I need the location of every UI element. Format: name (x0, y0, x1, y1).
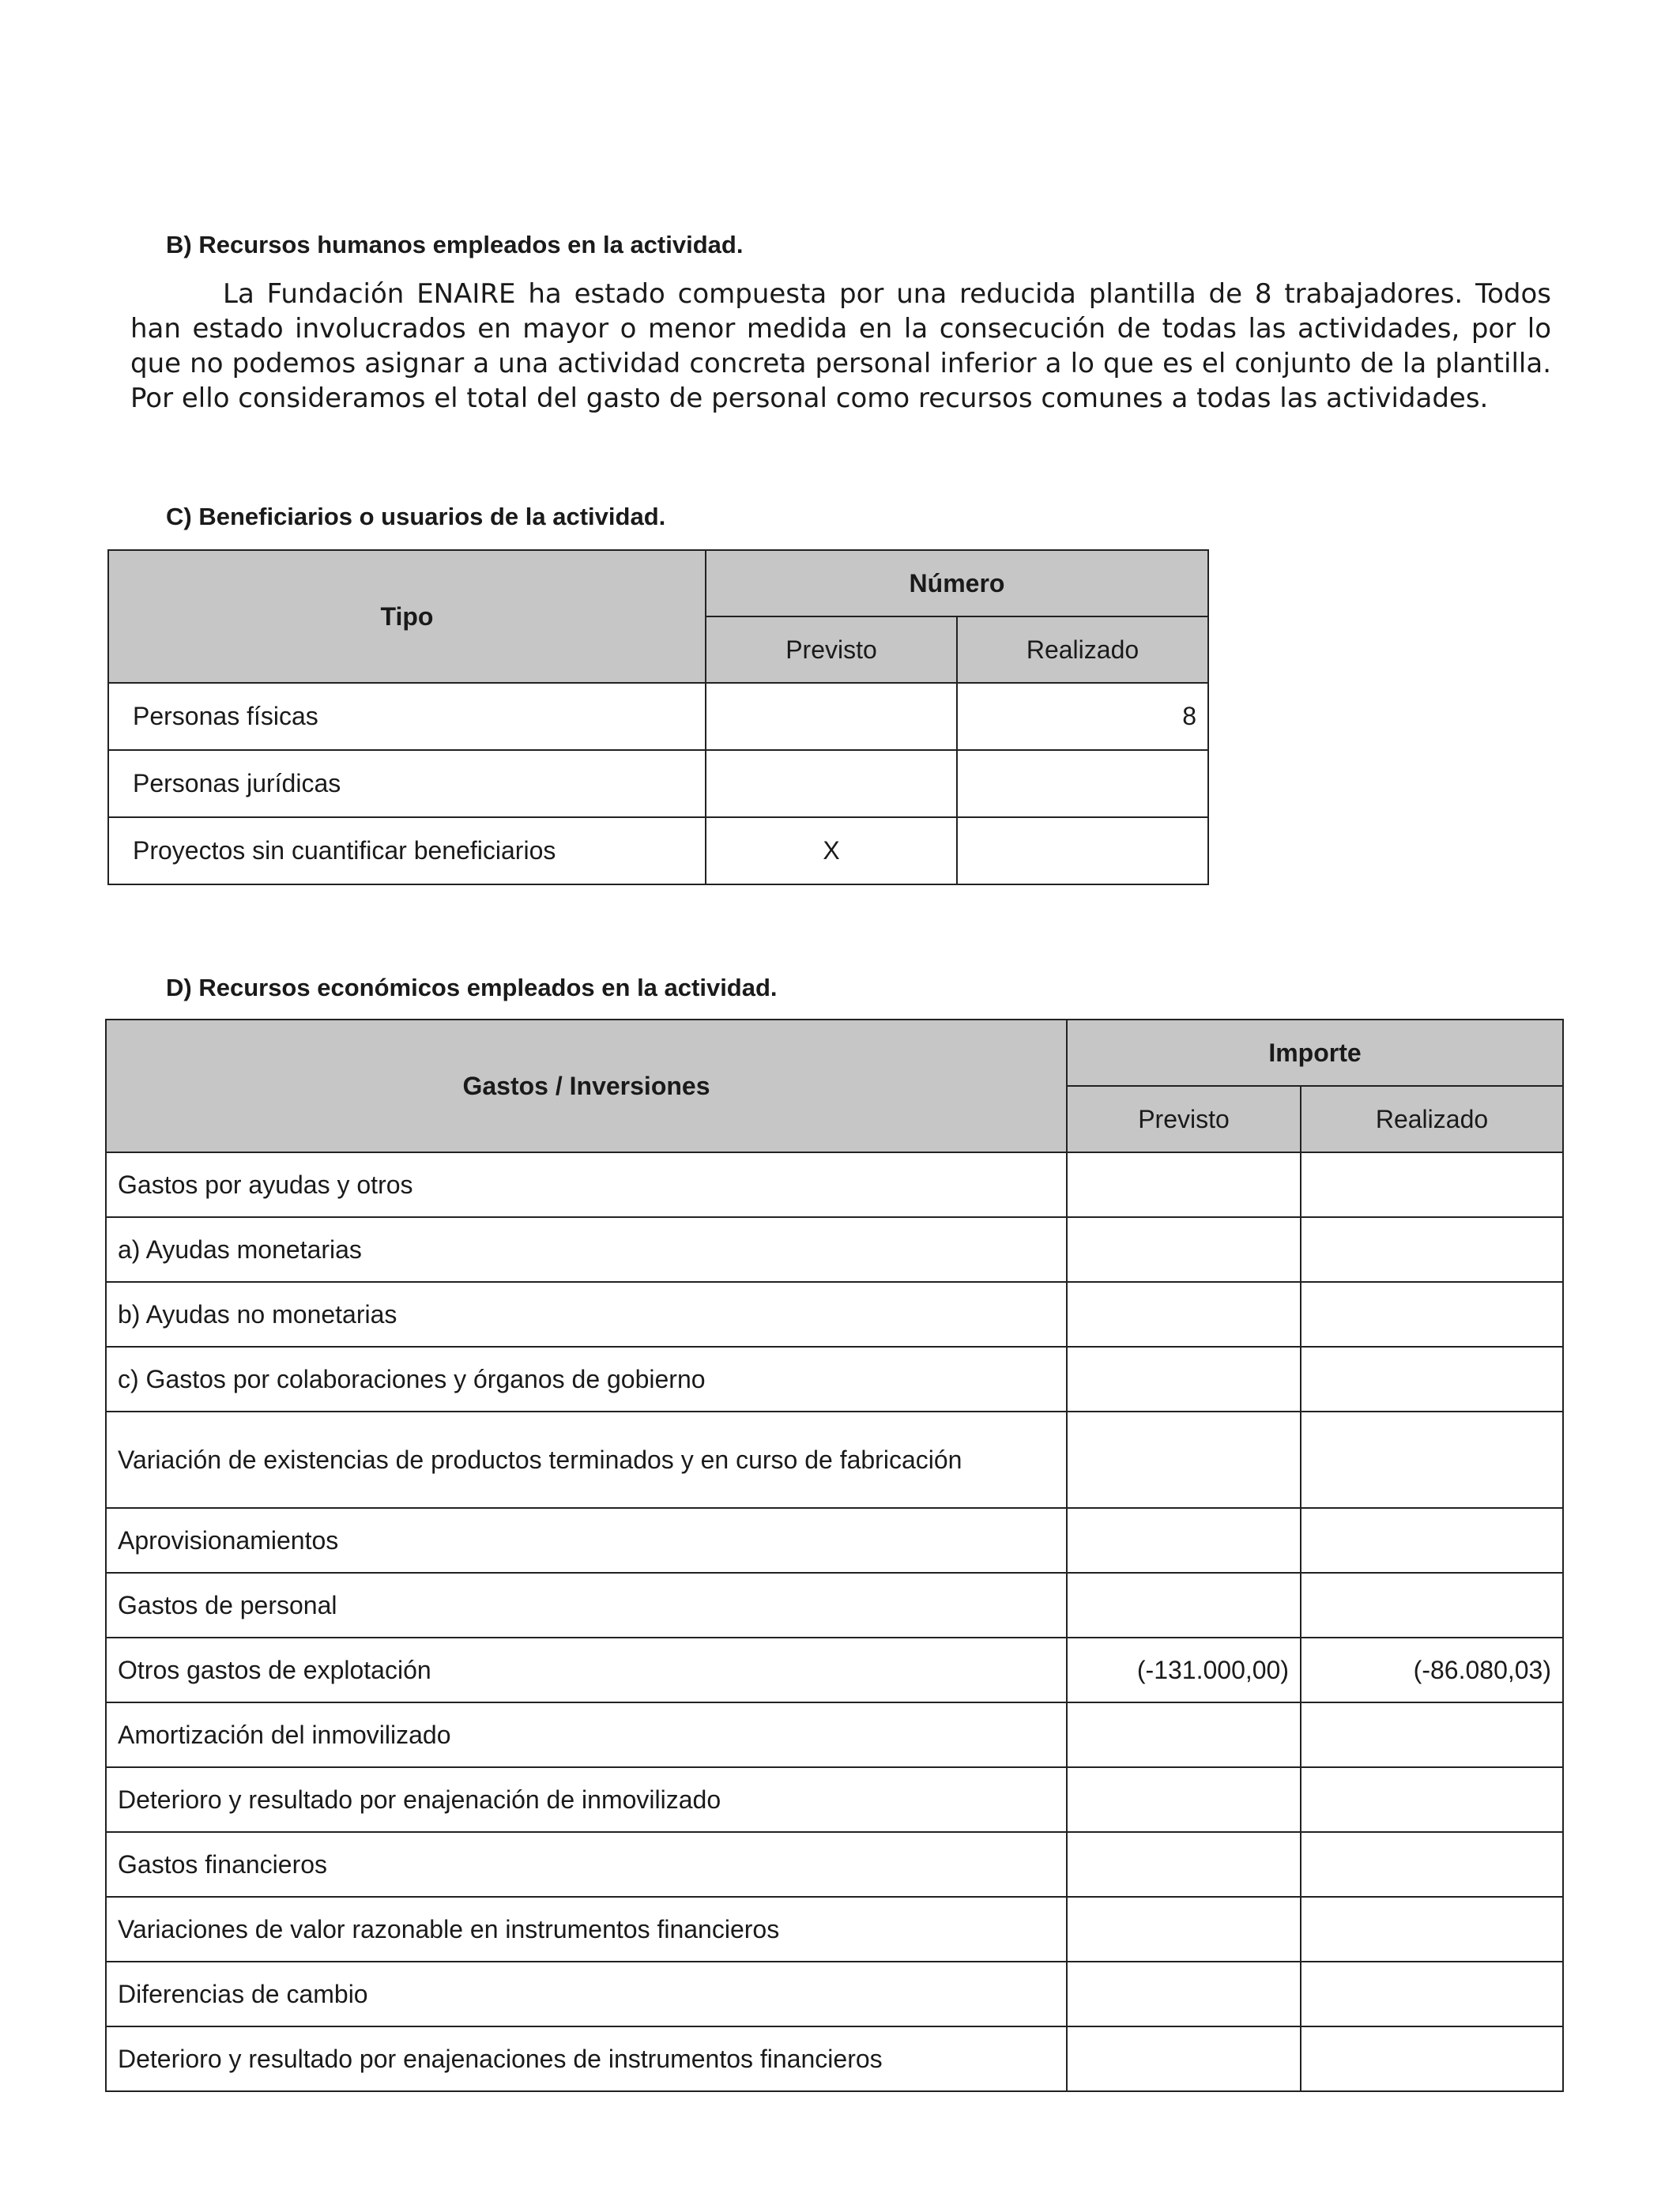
row-realizado (1301, 1152, 1563, 1217)
recursos-economicos-table (105, 1019, 1564, 2092)
row-realizado (1301, 1347, 1563, 1412)
table-row (108, 683, 1208, 750)
row-previsto (706, 683, 957, 750)
row-realizado (1301, 1282, 1563, 1347)
row-previsto (1067, 1962, 1301, 2026)
col-numero-header: Número (706, 550, 1208, 616)
row-realizado (957, 817, 1208, 884)
row-previsto (1067, 1217, 1301, 1282)
row-concepto: Diferencias de cambio (106, 1962, 1067, 2026)
section-c-heading: C) Beneficiarios o usuarios de la actividad. (166, 503, 666, 530)
col-gastos-header: Gastos / Inversiones (106, 1020, 1067, 1152)
table-row (106, 1897, 1563, 1962)
row-previsto (1067, 1573, 1301, 1638)
col-previsto-header: Previsto (1067, 1086, 1301, 1152)
row-previsto (706, 750, 957, 817)
row-previsto (1067, 1152, 1301, 1217)
beneficiarios-table (107, 549, 1209, 885)
row-previsto (1067, 1282, 1301, 1347)
row-previsto (1067, 1508, 1301, 1573)
row-previsto (1067, 1767, 1301, 1832)
row-realizado (1301, 1217, 1563, 1282)
row-previsto (1067, 1347, 1301, 1412)
row-concepto: Deterioro y resultado por enajenación de inmovilizado (106, 1767, 1067, 1832)
row-previsto: X (706, 817, 957, 884)
row-previsto (1067, 2026, 1301, 2091)
col-realizado-header: Realizado (1301, 1086, 1563, 1152)
row-realizado (1301, 1412, 1563, 1508)
row-concepto: Deterioro y resultado por enajenaciones de instrumentos financieros (106, 2026, 1067, 2091)
table-row (106, 1702, 1563, 1767)
row-previsto: (-131.000,00) (1067, 1638, 1301, 1702)
row-tipo: Proyectos sin cuantificar beneficiarios (108, 817, 706, 884)
row-concepto: c) Gastos por colaboraciones y órganos de gobierno (106, 1347, 1067, 1412)
section-d-heading: D) Recursos económicos empleados en la actividad. (166, 974, 778, 1001)
row-realizado (1301, 1897, 1563, 1962)
row-previsto (1067, 1897, 1301, 1962)
row-realizado (1301, 1702, 1563, 1767)
col-previsto-header: Previsto (706, 616, 957, 683)
table-row (106, 1638, 1563, 1702)
row-concepto: Gastos de personal (106, 1573, 1067, 1638)
table-row (106, 1508, 1563, 1573)
row-realizado (957, 750, 1208, 817)
section-b-paragraph-text: La Fundación ENAIRE ha estado compuesta por una reducida plantilla de 8 trabajadores. Todos han estado involucrados en mayor o menor medida en la consecución de todas las actividades, por lo que no podemos asignar a una actividad concreta personal inferior a lo que es el conjunto de la plantilla. Por ello consideramos el total del gasto de personal como recursos comunes a todas las actividades. (130, 278, 1551, 414)
row-tipo: Personas físicas (108, 683, 706, 750)
table-row (106, 2026, 1563, 2091)
table-row (106, 1767, 1563, 1832)
table-row (106, 1347, 1563, 1412)
row-concepto: Gastos por ayudas y otros (106, 1152, 1067, 1217)
row-realizado (1301, 1508, 1563, 1573)
row-concepto: Variación de existencias de productos terminados y en curso de fabricación (106, 1412, 1067, 1508)
row-concepto: b) Ayudas no monetarias (106, 1282, 1067, 1347)
row-realizado (1301, 1832, 1563, 1897)
row-concepto: Amortización del inmovilizado (106, 1702, 1067, 1767)
table-row (106, 1152, 1563, 1217)
table-row (108, 750, 1208, 817)
col-importe-header: Importe (1067, 1020, 1563, 1086)
row-tipo: Personas jurídicas (108, 750, 706, 817)
table-row (106, 1832, 1563, 1897)
table-row (106, 1573, 1563, 1638)
section-b-heading: B) Recursos humanos empleados en la actividad. (166, 231, 744, 258)
table-row (106, 1412, 1563, 1508)
row-realizado: 8 (957, 683, 1208, 750)
table-row (108, 817, 1208, 884)
row-realizado (1301, 1573, 1563, 1638)
row-realizado (1301, 2026, 1563, 2091)
row-concepto: Gastos financieros (106, 1832, 1067, 1897)
col-realizado-header: Realizado (957, 616, 1208, 683)
row-realizado (1301, 1962, 1563, 2026)
row-concepto: Otros gastos de explotación (106, 1638, 1067, 1702)
row-realizado (1301, 1767, 1563, 1832)
row-previsto (1067, 1412, 1301, 1508)
row-concepto: Aprovisionamientos (106, 1508, 1067, 1573)
row-previsto (1067, 1832, 1301, 1897)
row-realizado: (-86.080,03) (1301, 1638, 1563, 1702)
section-b-paragraph (130, 277, 1551, 416)
row-concepto: Variaciones de valor razonable en instrumentos financieros (106, 1897, 1067, 1962)
table-row (106, 1282, 1563, 1347)
col-tipo-header: Tipo (108, 550, 706, 683)
table-row (106, 1962, 1563, 2026)
row-previsto (1067, 1702, 1301, 1767)
table-row (106, 1217, 1563, 1282)
row-concepto: a) Ayudas monetarias (106, 1217, 1067, 1282)
